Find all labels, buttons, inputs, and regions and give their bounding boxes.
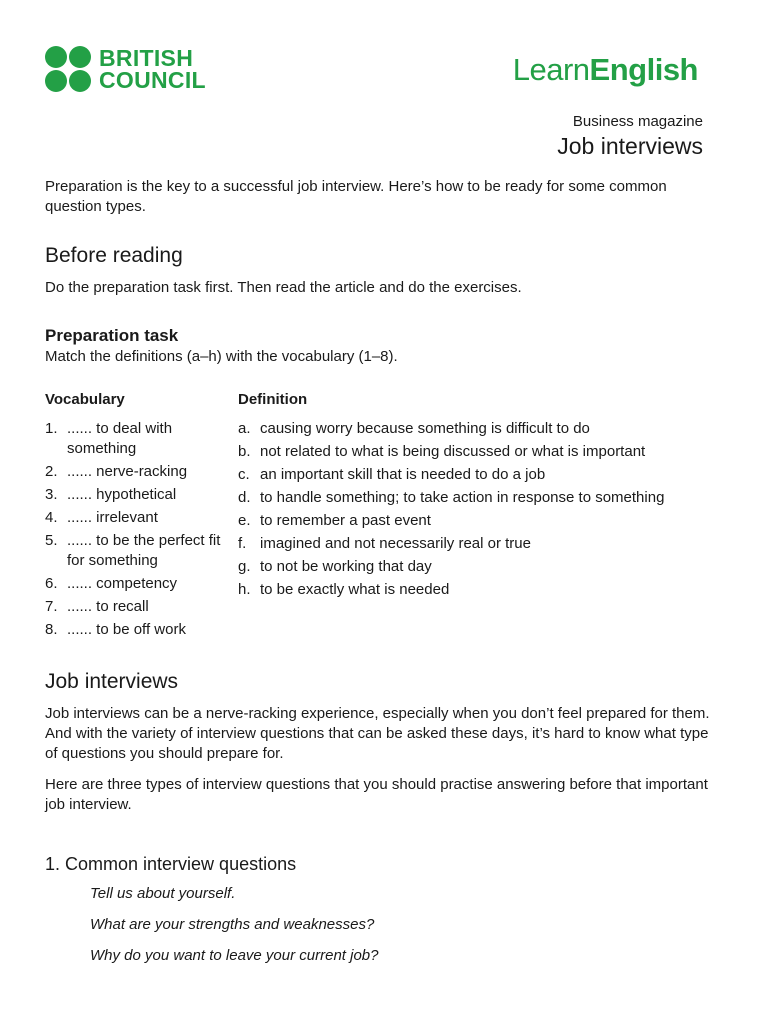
before-reading-heading: Before reading — [45, 244, 183, 267]
definition-item — [238, 419, 708, 439]
vocabulary-header: Vocabulary — [45, 391, 125, 408]
vocab-number: 6. — [45, 575, 58, 592]
le-logo-part1: Learn — [512, 52, 590, 87]
definition-item — [238, 580, 708, 600]
main-content — [45, 177, 710, 977]
example-question: Tell us about yourself. — [90, 885, 236, 902]
article-heading: Job interviews — [45, 670, 179, 693]
definition-header: Definition — [238, 391, 308, 408]
vocab-item — [45, 485, 238, 505]
vocabulary-matching-table — [45, 390, 710, 643]
example-question: Why do you want to leave your current job? — [90, 947, 379, 964]
vocab-number: 2. — [45, 463, 58, 480]
preparation-task-heading: Preparation task — [45, 326, 179, 345]
vocab-text: ...... to be off work — [67, 621, 186, 638]
vocab-number: 3. — [45, 486, 58, 503]
bc-line-2: COUNCIL — [99, 67, 206, 93]
article-paragraph: Job interviews can be a nerve-racking experience, especially when you don’t feel prepared for them. And with the variety of interview questions that can be asked these days, it’s hard to know what type of questions you should prepare for. — [45, 705, 710, 762]
page-title: Job interviews — [557, 133, 703, 159]
before-reading-text: Do the preparation task first. Then read the article and do the exercises. — [45, 279, 522, 296]
definition-item — [238, 442, 708, 462]
definition-letter: f. — [238, 535, 247, 552]
definition-item — [238, 465, 708, 485]
section-1-heading: 1. Common interview questions — [45, 854, 297, 874]
definition-text: to handle something; to take action in response to something — [260, 489, 665, 506]
british-council-logo — [45, 46, 206, 92]
vocab-item — [45, 620, 238, 640]
definition-text: to be exactly what is needed — [260, 581, 450, 598]
section-label: Business magazine — [572, 113, 703, 130]
definition-letter: h. — [238, 581, 251, 598]
vocab-number: 1. — [45, 420, 58, 437]
vocab-item — [45, 462, 238, 482]
vocabulary-column — [45, 390, 238, 643]
definition-text: an important skill that is needed to do a job — [260, 466, 546, 483]
article-paragraph: Here are three types of interview questions that you should practise answering before that important job interview. — [45, 776, 708, 813]
definition-text: causing worry because something is difficult to do — [260, 420, 590, 437]
vocab-item — [45, 419, 238, 459]
definition-letter: c. — [238, 466, 250, 483]
definition-text: not related to what is being discussed or what is important — [260, 443, 646, 460]
example-question: What are your strengths and weaknesses? — [90, 916, 375, 933]
vocab-text: ...... to deal with something — [67, 420, 173, 457]
preparation-instruction: Match the definitions (a–h) with the vocabulary (1–8). — [45, 348, 398, 365]
intro-paragraph: Preparation is the key to a successful job interview. Here’s how to be ready for some common question types. — [45, 178, 667, 215]
definition-item — [238, 534, 708, 554]
definition-item — [238, 557, 708, 577]
vocab-text: ...... nerve-racking — [67, 463, 188, 480]
definition-text: imagined and not necessarily real or true — [260, 535, 531, 552]
vocab-text: ...... irrelevant — [67, 509, 158, 526]
definition-letter: g. — [238, 558, 251, 575]
le-logo-part2: English — [589, 52, 698, 87]
definition-letter: a. — [238, 420, 251, 437]
definition-letter: e. — [238, 512, 251, 529]
vocab-number: 7. — [45, 598, 58, 615]
definition-text: to remember a past event — [260, 512, 431, 529]
vocab-text: ...... to be the perfect fit for something — [67, 532, 221, 569]
vocab-text: ...... hypothetical — [67, 486, 177, 503]
vocab-item — [45, 574, 238, 594]
vocab-item — [45, 597, 238, 617]
definition-letter: d. — [238, 489, 251, 506]
definition-item — [238, 511, 708, 531]
british-council-wordmark — [99, 47, 206, 91]
learnenglish-logo — [513, 52, 698, 88]
definition-letter: b. — [238, 443, 251, 460]
definition-column — [238, 390, 708, 643]
vocab-item — [45, 508, 238, 528]
vocab-text: ...... competency — [67, 575, 178, 592]
british-council-dots-icon — [45, 46, 91, 92]
vocab-text: ...... to recall — [67, 598, 149, 615]
definition-text: to not be working that day — [260, 558, 432, 575]
vocab-number: 5. — [45, 532, 58, 549]
bc-line-1: BRITISH — [99, 45, 194, 71]
vocab-number: 4. — [45, 509, 58, 526]
vocab-item — [45, 531, 238, 571]
definition-item — [238, 488, 708, 508]
vocab-number: 8. — [45, 621, 58, 638]
